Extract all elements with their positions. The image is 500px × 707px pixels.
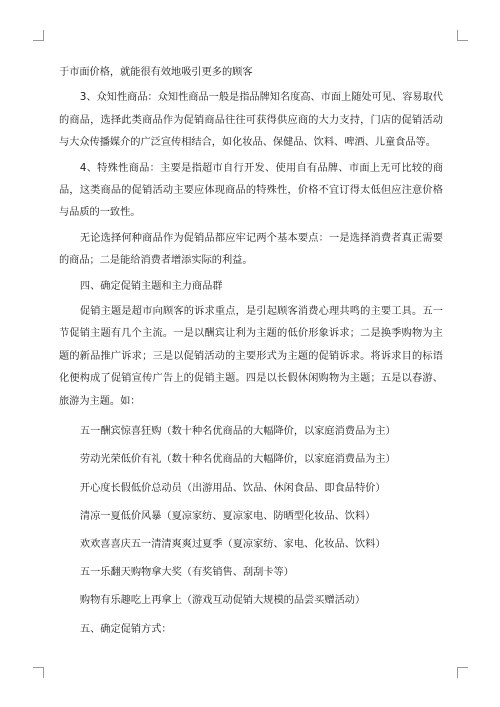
- theme-list-item: 五一酬宾惊喜狂购（数十种名优商品的大幅降价，以家庭消费品为主）: [79, 426, 396, 438]
- theme-list-item: 欢欢喜喜庆五一清清爽爽过夏季（夏凉家纺、家电、化妆品、饮料）: [79, 538, 386, 550]
- crop-mark-bottom-left: [33, 667, 44, 678]
- document-body: [59, 62, 443, 644]
- paragraph-well-known-goods: 3、众知性商品：众知性商品一般是指品牌知名度高、市面上随处可见、容易取代的商品，选择此类商品作为促销商品往往可获得供应商的大力支持，门店的促销活动与大众传播媒介的广泛宣传相结合，如化妆品、保健品、饮料、啤酒、儿童食品等。: [59, 92, 443, 149]
- section-heading-themes: 四、确定促销主题和主力商品群: [79, 280, 223, 292]
- paragraph-promotion-themes: 促销主题是超市向顾客的诉求重点，是引起顾客消费心理共鸣的主要工具。五一节促销主题有几个主流。一是以酬宾让利为主题的低价形象诉求；二是换季购物为主题的新品推广诉求；三是以促销活动的主要形式为主题的促销诉求。将诉求目的标语化便构成了促销宣传广告上的促销主题。四是以长假休闲购物为主题；五是以春游、旅游为主题。如：: [59, 306, 443, 407]
- section-heading-methods: 五、确定促销方式：: [79, 623, 172, 635]
- crop-mark-bottom-right: [457, 667, 468, 678]
- paragraph-continuation: 于市面价格，就能很有效地吸引更多的顾客: [59, 67, 253, 78]
- theme-list-item: 开心度长假低价总动员（出游用品、饮品、休闲食品、即食品特价）: [79, 482, 386, 494]
- crop-mark-top-left: [33, 30, 44, 41]
- theme-list-item: 五一乐翻天购物拿大奖（有奖销售、刮刮卡等）: [79, 567, 294, 579]
- theme-list-item: 劳动光荣低价有礼（数十种名优商品的大幅降价，以家庭消费品为主）: [79, 454, 396, 466]
- crop-mark-top-right: [457, 30, 468, 41]
- paragraph-special-goods: 4、特殊性商品：主要是指超市自行开发、使用自有品牌、市面上无可比较的商品，这类商品的促销活动主要应体现商品的特殊性，价格不宜订得太低但应注意价格与品质的一致性。: [59, 162, 443, 219]
- paragraph-key-points: 无论选择何种商品作为促销品都应牢记两个基本要点：一是选择消费者真正需要的商品；二是能给消费者增添实际的利益。: [59, 232, 443, 267]
- theme-list-item: 购物有乐趣吃上再拿上（游戏互动促销大规模的品尝买赠活动）: [79, 595, 366, 607]
- theme-list-item: 清凉一夏低价风暴（夏凉家纺、夏凉家电、防晒型化妆品、饮料）: [79, 510, 376, 522]
